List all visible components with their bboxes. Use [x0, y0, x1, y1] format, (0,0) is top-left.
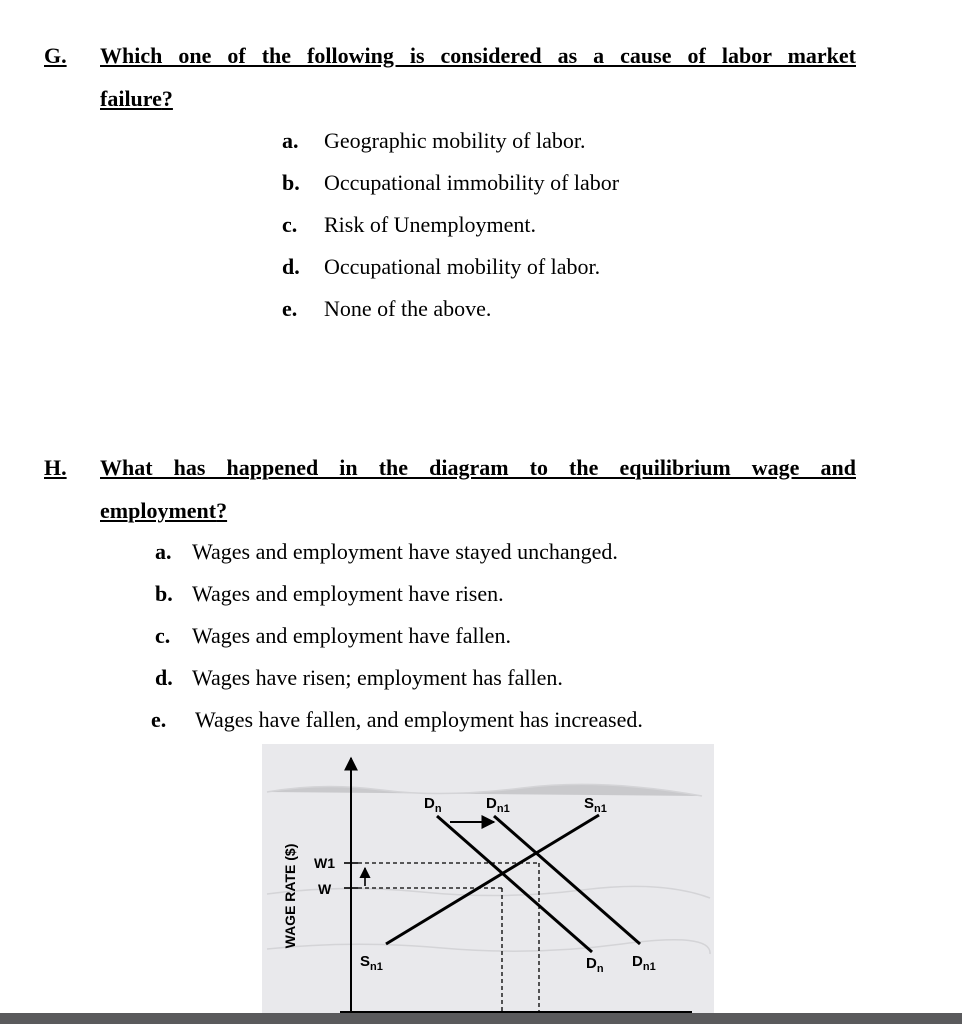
- question-g-label: G.: [44, 43, 67, 68]
- option-letter: b.: [282, 170, 300, 195]
- option-text: Wages and employment have fallen.: [192, 623, 511, 648]
- question-g-mark: ?: [161, 86, 173, 111]
- question-h-label: H.: [44, 455, 67, 480]
- option-letter: c.: [155, 623, 171, 648]
- option-text: Occupational mobility of labor.: [324, 254, 601, 279]
- question-h-line1: What has happened in the diagram to the equilibrium wage and: [100, 455, 856, 480]
- option-letter: d.: [282, 254, 300, 279]
- option-h-b[interactable]: [155, 581, 504, 607]
- demand-curve-dn: [437, 816, 592, 952]
- label-dn-bottom: $D_n$: [586, 955, 604, 975]
- ghost-scribble: [267, 940, 710, 954]
- option-g-b[interactable]: [282, 170, 619, 196]
- option-g-d[interactable]: [282, 254, 600, 280]
- wage-tick-w: W: [318, 881, 332, 897]
- option-h-a[interactable]: [155, 539, 618, 565]
- question-g-text: [100, 34, 856, 77]
- option-letter: d.: [155, 665, 173, 690]
- option-text: Geographic mobility of labor.: [324, 128, 586, 153]
- labor-market-diagram: [262, 744, 714, 1014]
- question-g-text-line2: [100, 77, 856, 120]
- question-h-text-line2: [100, 489, 856, 532]
- option-letter: a.: [282, 128, 299, 153]
- label-sn1-bottom: $S_{n1}$: [360, 953, 383, 973]
- question-h-mark: ?: [216, 498, 228, 523]
- question-g-line2: failure: [100, 86, 162, 111]
- ghost-scribble: [267, 886, 710, 898]
- option-text: Risk of Unemployment.: [324, 212, 537, 237]
- option-h-e[interactable]: [151, 707, 643, 733]
- question-h-line2: employment: [100, 498, 217, 523]
- option-letter: b.: [155, 581, 173, 606]
- option-letter: a.: [155, 539, 172, 564]
- question-g-line1: Which one of the following is considered as a cause of labor market: [100, 43, 856, 68]
- option-text: Wages and employment have stayed unchanged.: [192, 539, 618, 564]
- option-text: Occupational immobility of labor: [324, 170, 620, 195]
- label-sn1-top: $S_{n1}$: [584, 795, 607, 815]
- option-letter: e.: [282, 296, 298, 321]
- label-dn1-top: $D_{n1}$: [486, 795, 510, 815]
- option-letter: c.: [282, 212, 298, 237]
- option-h-d[interactable]: [155, 665, 563, 691]
- bottom-scrollbar[interactable]: [0, 1013, 962, 1024]
- option-text: Wages have fallen, and employment has increased.: [195, 707, 643, 732]
- ghost-scribble: [267, 784, 702, 796]
- option-g-a[interactable]: [282, 128, 586, 154]
- option-text: None of the above.: [324, 296, 492, 321]
- diagram-svg: [262, 744, 714, 1014]
- question-h-text: [100, 446, 856, 489]
- label-dn-top: $D_n$: [424, 795, 442, 815]
- option-letter: e.: [151, 707, 167, 732]
- option-h-c[interactable]: [155, 623, 511, 649]
- wage-tick-w1: W1: [314, 855, 335, 871]
- option-g-e[interactable]: [282, 296, 491, 322]
- option-text: Wages and employment have risen.: [192, 581, 504, 606]
- label-dn1-bottom: $D_{n1}$: [632, 953, 656, 973]
- y-axis-label: WAGE RATE ($): [282, 843, 298, 949]
- option-g-c[interactable]: [282, 212, 536, 238]
- option-text: Wages have risen; employment has fallen.: [192, 665, 563, 690]
